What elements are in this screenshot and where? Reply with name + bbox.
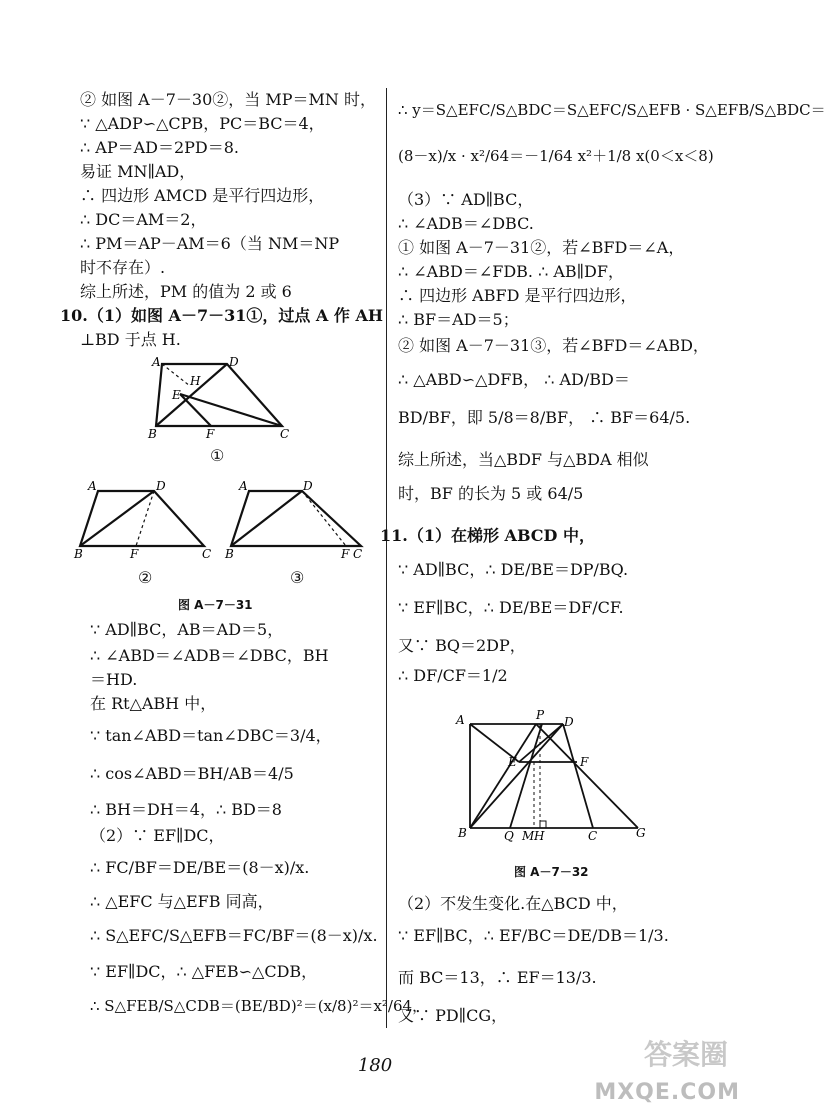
text-line: 综上所述，当△BDF 与△BDA 相似 <box>398 450 649 469</box>
text-line: ∴ DC＝AM＝2， <box>80 210 207 229</box>
svg-text:A: A <box>88 479 97 493</box>
svg-text:G: G <box>636 826 646 840</box>
text-line: ∴ 四边形 AMCD 是平行四边形， <box>80 186 325 205</box>
text-line: BD/BF，即 5/8＝8/BF， ∴ BF＝64/5. <box>398 408 691 427</box>
text-line: 又∵ BQ＝2DP， <box>398 636 526 655</box>
svg-text:B: B <box>225 547 234 561</box>
svg-text:F: F <box>130 547 139 561</box>
column-divider <box>386 88 387 1028</box>
svg-text:C: C <box>353 547 363 561</box>
text-line: ∴ BH＝DH＝4，∴ BD＝8 <box>90 800 282 819</box>
svg-text:C: C <box>280 427 290 441</box>
text-line: ∵ EF∥DC，∴ △FEB∽△CDB， <box>90 962 318 981</box>
text-line: ∴ S△EFC/S△EFB＝FC/BF＝(8－x)/x. <box>90 926 378 945</box>
text-line: （3）∵ AD∥BC， <box>398 190 534 209</box>
text-line: ∵ AD∥BC，AB＝AD＝5， <box>90 620 284 639</box>
figure-label-1: ① <box>210 446 225 465</box>
figure-a-7-32 <box>452 710 652 842</box>
svg-text:B: B <box>148 427 157 441</box>
text-line: 而 BC＝13，∴ EF＝13/3. <box>398 968 597 987</box>
svg-text:F: F <box>341 547 350 561</box>
svg-text:M: M <box>522 829 535 843</box>
text-line: 易证 MN∥AD， <box>80 162 196 181</box>
text-line: ∴ △EFC 与△EFB 同高， <box>90 892 274 911</box>
text-line: （2）不发生变化.在△BCD 中， <box>398 894 628 913</box>
figure-a-7-31-1 <box>142 355 302 441</box>
text-line: ⊥BD 于点 H. <box>80 330 181 349</box>
svg-text:D: D <box>303 479 313 493</box>
figure-caption: 图 A－7－32 <box>514 865 589 879</box>
text-line: ∴ cos∠ABD＝BH/AB＝4/5 <box>90 764 294 783</box>
text-line: （2）∵ EF∥DC， <box>90 826 225 845</box>
svg-text:F: F <box>580 755 589 769</box>
text-line: ∴ ∠ABD＝∠FDB. ∴ AB∥DF， <box>398 262 624 281</box>
text-line: ∴ ∠ABD＝∠ADB＝∠DBC，BH <box>90 646 329 665</box>
svg-text:B: B <box>458 826 467 840</box>
text-line: ② 如图 A－7－31③，若∠BFD＝∠ABD， <box>398 336 709 355</box>
svg-text:P: P <box>536 708 545 722</box>
svg-text:C: C <box>202 547 212 561</box>
svg-text:C: C <box>588 829 598 843</box>
svg-text:B: B <box>74 547 83 561</box>
text-line: ＝HD. <box>90 670 138 689</box>
text-line: ∴ AP＝AD＝2PD＝8. <box>80 138 240 157</box>
text-line: ∴ FC/BF＝DE/BE＝(8－x)/x. <box>90 858 310 877</box>
svg-text:D: D <box>229 355 239 369</box>
text-line: (8－x)/x · x²/64＝－1/64 x²＋1/8 x(0＜x＜8) <box>398 147 714 165</box>
svg-text:A: A <box>152 355 161 369</box>
svg-text:A: A <box>239 479 248 493</box>
text-line: ∴ 四边形 ABFD 是平行四边形， <box>398 286 637 305</box>
text-line: ∵ EF∥BC，∴ DE/BE＝DF/CF. <box>398 598 624 617</box>
text-line: ∴ DF/CF＝1/2 <box>398 666 508 685</box>
text-line: ∴ ∠ADB＝∠DBC. <box>398 214 534 233</box>
figure-caption: 图 A－7－31 <box>178 598 253 612</box>
text-line: ② 如图 A－7－30②，当 MP＝MN 时， <box>80 90 376 109</box>
text-line: ∴ S△FEB/S△CDB＝(BE/BD)²＝(x/8)²＝x²/64， <box>90 997 428 1015</box>
svg-text:D: D <box>156 479 166 493</box>
svg-text:E: E <box>508 755 517 769</box>
text-line: ① 如图 A－7－31②，若∠BFD＝∠A， <box>398 238 685 257</box>
text-line: ∴ △ABD∽△DFB， ∴ AD/BD＝ <box>398 370 630 389</box>
figure-a-7-31-2 <box>72 476 222 561</box>
problem-10-start: 10.（1）如图 A－7－31①，过点 A 作 AH <box>60 306 384 325</box>
watermark-url: MXQE.COM <box>594 1080 740 1105</box>
text-line: 在 Rt△ABH 中， <box>90 694 217 713</box>
text-line: 时，BF 的长为 5 或 64/5 <box>398 484 584 503</box>
text-line: ∵ tan∠ABD＝tan∠DBC＝3/4， <box>90 726 332 745</box>
watermark-logo: 答案圈 <box>643 1038 728 1071</box>
svg-text:D: D <box>564 715 574 729</box>
text-line: 又∵ PD∥CG， <box>398 1006 508 1025</box>
figure-label-2: ② <box>138 568 153 587</box>
svg-text:H: H <box>190 374 201 388</box>
svg-text:H: H <box>534 829 545 843</box>
svg-text:Q: Q <box>504 829 514 843</box>
text-line: ∵ EF∥BC，∴ EF/BC＝DE/DB＝1/3. <box>398 926 669 945</box>
text-line: ∴ BF＝AD＝5； <box>398 310 519 329</box>
svg-text:A: A <box>456 713 465 727</box>
text-line: ∵ △ADP∽△CPB，PC＝BC＝4， <box>80 114 325 133</box>
problem-11-start: 11.（1）在梯形 ABCD 中， <box>380 526 595 545</box>
svg-text:E: E <box>172 388 181 402</box>
figure-label-3: ③ <box>290 568 305 587</box>
svg-text:F: F <box>206 427 215 441</box>
text-line: 时不存在）. <box>80 258 166 277</box>
figure-a-7-31-3 <box>225 476 375 561</box>
text-line: 综上所述，PM 的值为 2 或 6 <box>80 282 292 301</box>
text-line: ∴ PM＝AP－AM＝6（当 NM＝NP <box>80 234 340 253</box>
text-line: ∴ y＝S△EFC/S△BDC＝S△EFC/S△EFB · S△EFB/S△BDC＝ <box>398 101 826 119</box>
page-number: 180 <box>357 1055 393 1076</box>
text-line: ∵ AD∥BC，∴ DE/BE＝DP/BQ. <box>398 560 629 579</box>
